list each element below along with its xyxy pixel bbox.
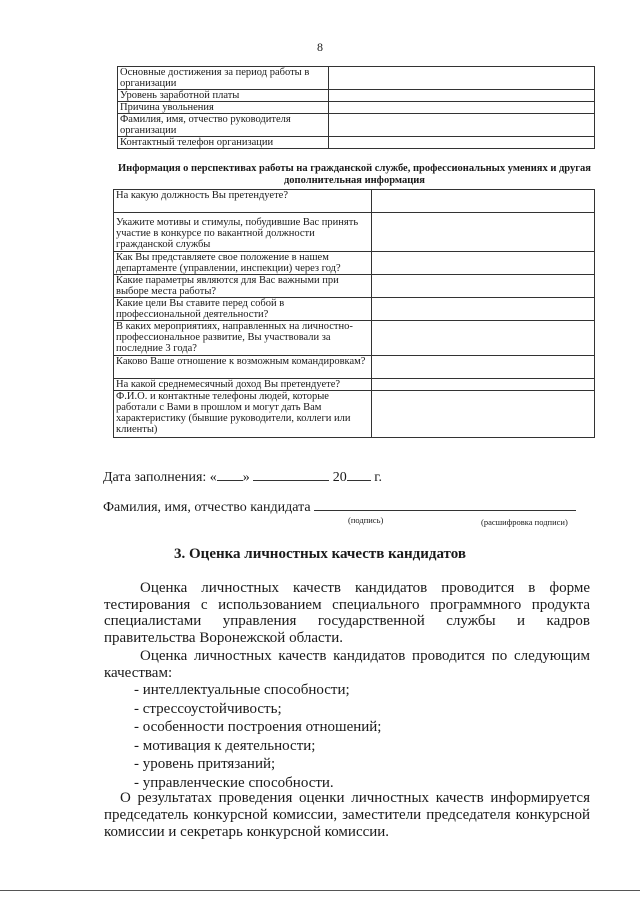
row-value: [372, 391, 595, 438]
paragraph-3-text: О результатах проведения оценки личностных качеств информируется председатель конкурсной комиссии, заместители председателя конкурсной комиссии и секретарь конкурсной комиссии.: [104, 790, 590, 840]
list-item: - стрессоустойчивость;: [134, 700, 282, 717]
list-item: - мотивация к деятельности;: [134, 737, 316, 754]
fill-date-line: [103, 466, 382, 486]
table-row: [118, 102, 595, 114]
month-blank[interactable]: [253, 466, 329, 481]
list-item: - управленческие способности.: [134, 774, 334, 791]
section-3-heading: 3. Оценка личностных качеств кандидатов: [174, 546, 466, 562]
table-row: [114, 213, 595, 252]
date-suffix: г.: [374, 470, 382, 485]
row-value: [329, 114, 595, 137]
row-label: На какую должность Вы претендуете?: [114, 190, 372, 213]
row-value: [372, 275, 595, 298]
row-value: [372, 190, 595, 213]
day-blank[interactable]: [217, 466, 243, 481]
paragraph-2: [104, 648, 590, 681]
row-label: Фамилия, имя, отчество руководителя организации: [118, 114, 329, 137]
row-label: В каких мероприятиях, направленных на личностно-профессиональное развитие, Вы участвовали за последние 3 года?: [114, 321, 372, 356]
row-value: [372, 298, 595, 321]
row-label: Ф.И.О. и контактные телефоны людей, которые работали с Вами в прошлом и могут дать Вам характеристику (бывшие руководители, коллеги или клиенты): [114, 391, 372, 438]
row-value: [372, 252, 595, 275]
table-row: [114, 275, 595, 298]
list-item: - уровень притязаний;: [134, 756, 276, 772]
table-row: [114, 379, 595, 391]
row-label: Причина увольнения: [118, 102, 329, 114]
table-row: [114, 321, 595, 356]
row-value: [372, 213, 595, 252]
paragraph-2-text: Оценка личностных качеств кандидатов проводится по следующим качествам:: [104, 648, 590, 681]
table-row: [114, 252, 595, 275]
fill-name-line: [103, 496, 576, 516]
row-label: Контактный телефон организации: [118, 137, 329, 149]
row-label: Какие цели Вы ставите перед собой в профессиональной деятельности?: [114, 298, 372, 321]
signature-caption: (подпись): [348, 515, 384, 525]
year-prefix: 20: [332, 470, 347, 485]
section-heading: Информация о перспективах работы на гражданской службе, профессиональных умениях и другая дополнительная информация: [118, 163, 591, 186]
row-label: Основные достижения за период работы в организации: [118, 67, 329, 90]
table-row: [114, 356, 595, 379]
page-number: 8: [317, 40, 323, 54]
row-label: Каково Ваше отношение к возможным командировкам?: [114, 356, 372, 379]
list-item: - особенности построения отношений;: [134, 719, 382, 735]
paragraph-1: [104, 580, 590, 646]
decoding-caption: (расшифровка подписи): [481, 517, 568, 527]
row-value: [372, 321, 595, 356]
paragraph-3: [104, 790, 590, 841]
employment-info-table: [117, 66, 595, 149]
table-row: [114, 391, 595, 438]
row-value: [372, 356, 595, 379]
table-row: [118, 90, 595, 102]
list-item: - интеллектуальные способности;: [134, 682, 350, 698]
year-blank[interactable]: [347, 466, 371, 481]
prospects-info-table: [113, 189, 595, 438]
row-value: [329, 67, 595, 90]
qualities-list: [134, 681, 381, 792]
date-mid: »: [242, 470, 250, 485]
row-value: [372, 379, 595, 391]
footer-rule: [0, 890, 640, 891]
row-label: Какие параметры являются для Вас важными при выборе места работы?: [114, 275, 372, 298]
row-label: Уровень заработной платы: [118, 90, 329, 102]
table-row: [118, 114, 595, 137]
table-row: [118, 67, 595, 90]
table-row: [114, 190, 595, 213]
paragraph-1-text: Оценка личностных качеств кандидатов проводится в форме тестирования с использованием специального программного продукта специалистами управления государственной службы и кадров правительства Воронежской области.: [104, 580, 590, 646]
table-row: [114, 298, 595, 321]
row-value: [329, 102, 595, 114]
signature-blank[interactable]: [314, 496, 576, 511]
row-label: Как Вы представляете свое положение в нашем департаменте (управлении, инспекции) через год?: [114, 252, 372, 275]
date-prefix: Дата заполнения: «: [103, 470, 217, 485]
table-row: [118, 137, 595, 149]
row-value: [329, 90, 595, 102]
row-label: Укажите мотивы и стимулы, побудившие Вас принять участие в конкурсе по вакантной должности гражданской службы: [114, 213, 372, 252]
row-label: На какой среднемесячный доход Вы претендуете?: [114, 379, 372, 391]
row-value: [329, 137, 595, 149]
candidate-name-label: Фамилия, имя, отчество кандидата: [103, 500, 311, 515]
